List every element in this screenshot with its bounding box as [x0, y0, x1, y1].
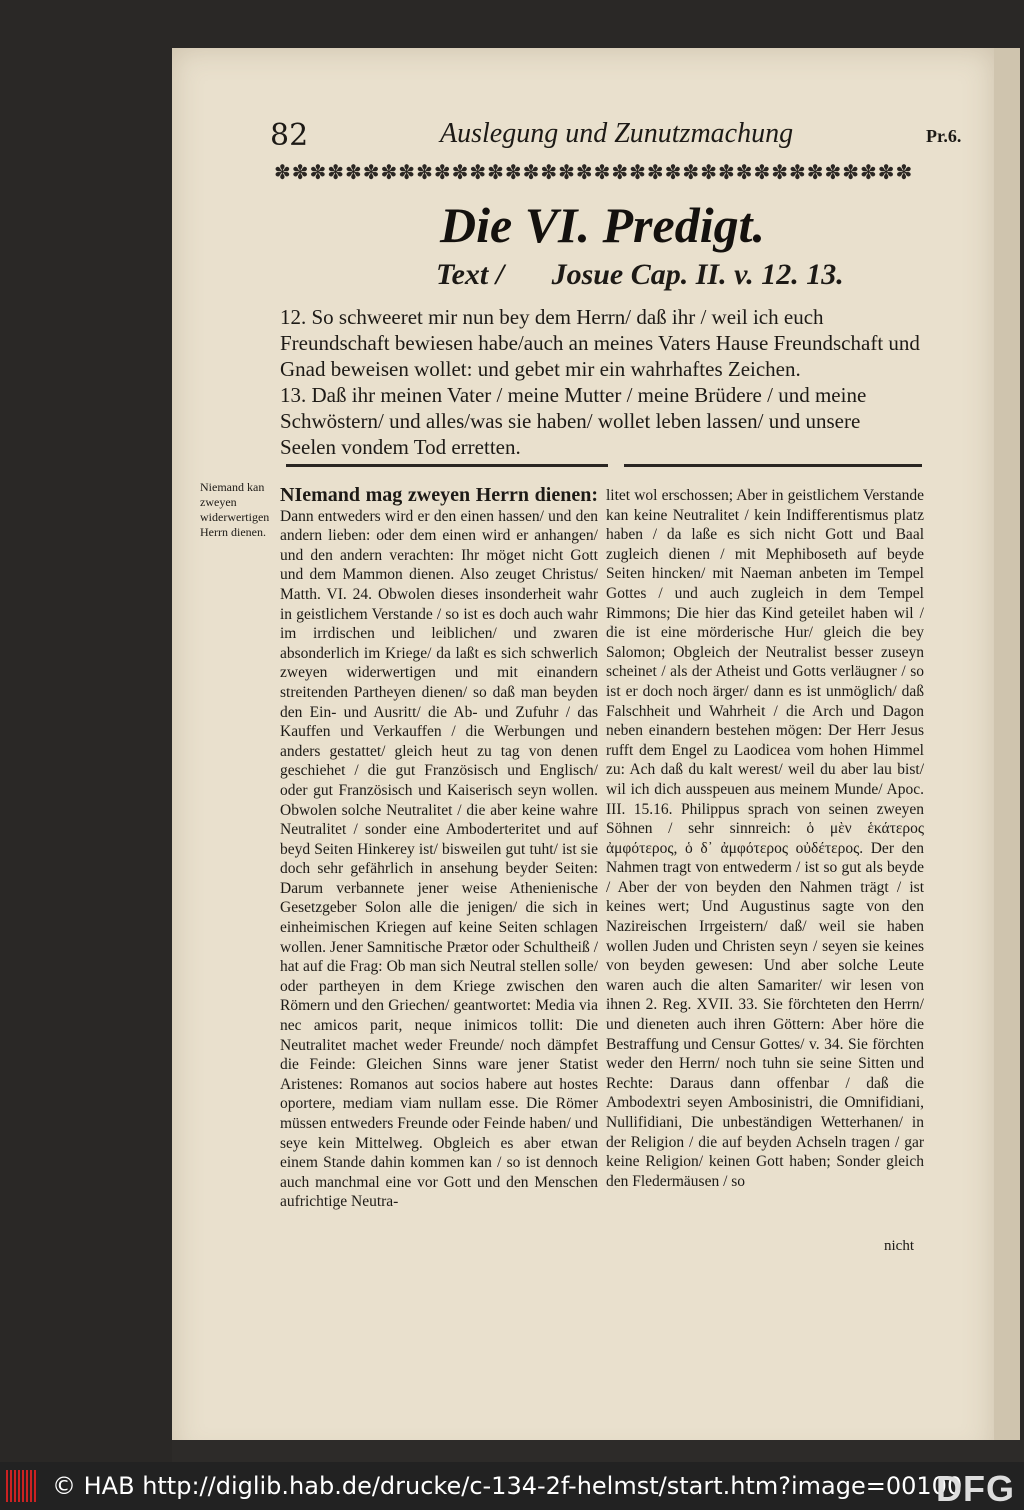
divider-left	[286, 464, 608, 467]
page-header	[270, 118, 1022, 158]
ornament-band: ✽✽✽✽✽✽✽✽✽✽✽✽✽✽✽✽✽✽✽✽✽✽✽✽✽✽✽✽✽✽✽✽✽✽✽✽	[274, 160, 914, 184]
footer-bar	[0, 1462, 1024, 1510]
column-left	[280, 486, 598, 1212]
sermon-title: Die VI. Predigt.	[440, 197, 765, 253]
footer-copyright-link[interactable]: © HAB http://diglib.hab.de/drucke/c-134-2f-helmst/start.htm?image=00100	[52, 1472, 963, 1500]
page-edge	[990, 48, 1020, 1460]
scripture-reference	[436, 258, 844, 292]
verse-12: 12. So schweeret mir nun bey dem Herrn/ daß ihr / weil ich euch Freundschaft bewiesen habe/auch an meines Vaters Hause Freundschaft und Gnad beweisen wollet: und gebet mir ein wahrhaftes Zeichen.	[280, 305, 920, 381]
barcode-icon	[6, 1470, 42, 1502]
divider-right	[624, 464, 922, 467]
text-label: Text /	[436, 258, 505, 291]
verse-13: 13. Daß ihr meinen Vater / meine Mutter / meine Brüdere / und meine Schwöstern/ und alles/was sie haben/ wollet leben lassen/ und unsere Seelen vondem Tod erretten.	[280, 383, 867, 459]
catchword: nicht	[884, 1238, 914, 1254]
column-left-body: Dann entweders wird er den einen hassen/ und den andern lieben: oder dem einen wird er anhangen/ und den andern verachten: Ihr möget nicht Gott und dem Mammon dienen. Also zeuget Christus/ Matth. VI. 24. Obwolen dieses insonderheit wahr in geistlichem Verstande / so ist es doch auch wahr im irrdischen und leiblichen/ und zwaren absonderlich im Kriege/ da laßt es sich schwerlich zweyen widerwertigen und mit einandern streitenden Partheyen dienen/ so daß man beyden den Ein- und Ausritt/ die Ab- und Zufuhr / das Kauffen und Verkauffen / die Werbungen und anders gestattet/ gleich heut zu tag von denen geschiehet / die gut Französisch und Englisch/ oder gut Französisch und Kaiserisch seyn wollen. Obwolen solche Neutralitet / die aber keine wahre Neutralitet / sonder eine Amboderteritet und auf beyd Seiten Hinkerey ist/ bisweilen gut tuht/ ist sie doch sehr gefährlich in ansehung beyder Seiten: Darum verbannete jener weise Athenienische Gesetzgeber Solon alle die jenigen/ die sich in einheimischen Kriegen auf keine Seiten schlagen wollen. Jener Samnitische Prætor oder Schultheiß / hat auf die Frag: Ob man sich Neutral stellen solle/ oder partheyen in dem Kriege zwischen den Römern und den Griechen/ geantwortet: Media via nec amicos parit, neque inimicos tollit: Die Neutralitet machet weder Freunde/ noch dämpfet die Feinde: Gleichen Sinns ware jener Statist Aristenes: Romanos aut socios habere aut hostes oportere, mediam viam nullam esse. Die Römer müssen entweders Freunde oder Feinde haben/ und seye kein Mittelweg. Obgleich es aber etwan einem Stande dahin kommen kan / so ist dennoch auch manchmal eine vor Gott und den Menschen aufrichtige Neutra-	[280, 507, 598, 1211]
chapter-mark: Pr.6.	[926, 126, 962, 146]
column-right: litet wol erschossen; Aber in geistlichem Verstande kan keine Neutralitet / kein Indifferentismus platz haben / da laße es sich nicht Gott und Baal zugleich dienen / mit Mephiboseth auf beyde Seiten hincken/ mit Naeman anbeten im Tempel Gottes / und auch zugleich in dem Tempel Rimmons; Die hier das Kind geteilet haben wil / die ist eine mörderische Hur/ gleich die bey Salomon; Obgleich der Neutralist besser zuseyn scheinet / als der Atheist und Gotts verläugner / so ist er doch noch ärger/ dann es ist unmöglich/ daß Falschheit und Wahrheit / die Arch und Dagon neben einandern bestehen mögen: Der Herr Jesus rufft dem Engel zu Laodicea vom hohen Himmel zu: Ach daß du kalt werest/ weil du aber lau bist/ wil ich dich ausspeuen aus meinem Munde/ Apoc. III. 15.16. Philippus sprach von seinen zweyen Söhnen / sehr sinnreich: ὁ μὲν ἑκάτερος ἀμφότερος, ὁ δ᾽ ἀμφότερος οὐδέτερος. Der den Nahmen tragt von entwederm / ist so gut als beyde / Aber der von beyden den Nahmen trägt / ist keines wert; Und Augustinus sagte von den Nazireischen Irrgeistern/ daß/ weil sie haben wollen Juden und Christen seyn / seyen sie keines von beyden gewesen: Und aber solche Leute waren auch die alten Samariter/ wir lesen von ihnen 2. Reg. XVII. 33. Sie förchteten den Herrn/ und dieneten auch ihren Göttern: Aber höre die Bestraffung und Censur Gottes/ v. 34. Sie förchten weder den Herrn/ noch tuhn sie seine Sitten und Rechte: Daraus dann offenbar / daß die Ambodextri seyen Ambosinistri, die Omnifidiani, Nullifidiani, Die unbeständigen Wetterhanen/ in der Religion / die auf beyden Achseln tragen / gar keine Religion/ keinen Gott haben; Sonder gleich den Fledermäusen / so	[606, 487, 924, 1190]
page-number: 82	[270, 118, 309, 153]
margin-note: Niemand kan zweyen widerwertigen Herrn dienen.	[200, 480, 270, 539]
text-ref: Josue Cap. II. v. 12. 13.	[551, 258, 844, 291]
dfg-logo: DFG	[936, 1468, 1015, 1509]
page-bottom-edge	[172, 1440, 1024, 1462]
running-title: Auslegung und Zunutzmachung	[440, 118, 794, 149]
column-left-lead: NIemand mag zweyen Herrn dienen:	[280, 484, 598, 506]
